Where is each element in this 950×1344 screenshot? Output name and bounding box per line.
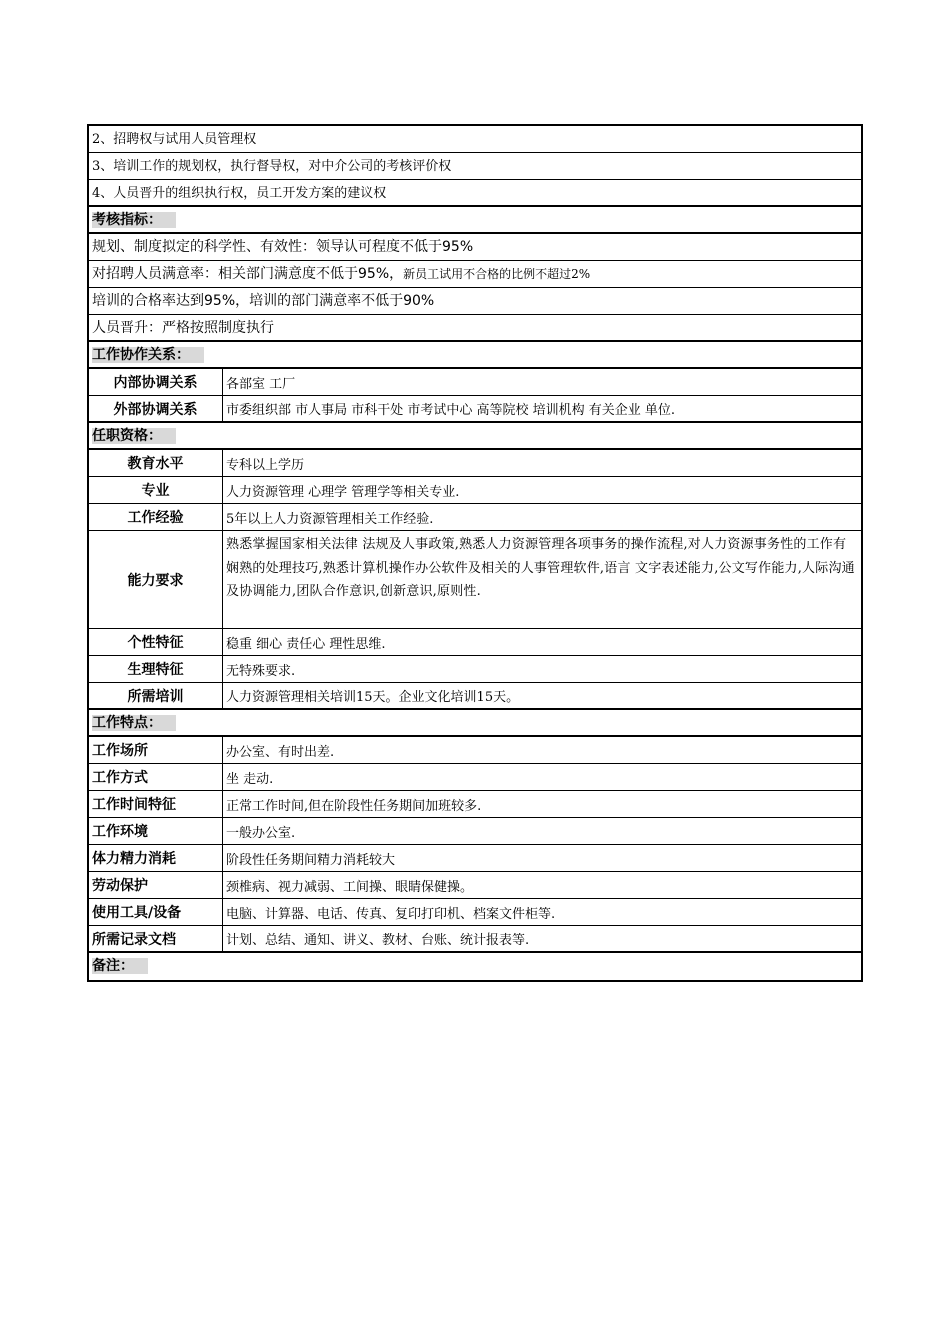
qualification-label: 生理特征	[89, 656, 223, 682]
feature-label: 工作方式	[89, 764, 223, 790]
feature-row	[89, 818, 861, 845]
qualification-value: 专科以上学历	[226, 457, 305, 473]
qualification-value: 人力资源管理相关培训15天。企业文化培训15天。	[226, 690, 520, 705]
qualification-label: 能力要求	[89, 531, 223, 628]
relations-row	[89, 369, 861, 396]
authority-row	[89, 153, 861, 180]
qualification-row	[89, 504, 861, 531]
feature-row	[89, 791, 861, 818]
authority-text: 4、人员晋升的组织执行权，员工开发方案的建议权	[92, 186, 387, 201]
qualification-row	[89, 629, 861, 656]
feature-label: 体力精力消耗	[89, 845, 223, 871]
feature-label: 工作环境	[89, 818, 223, 844]
kpi-section-header	[89, 207, 861, 234]
qualification-row	[89, 477, 861, 504]
qualification-value: 无特殊要求.	[226, 663, 296, 679]
qualification-label: 专业	[89, 477, 223, 503]
feature-label: 劳动保护	[89, 872, 223, 898]
kpi-row	[89, 261, 861, 288]
feature-row	[89, 926, 861, 953]
qualification-label: 工作经验	[89, 504, 223, 530]
kpi-row	[89, 288, 861, 315]
feature-row	[89, 845, 861, 872]
qualification-row	[89, 656, 861, 683]
kpi-text-part: 新员工试用不合格的比例不超过2%	[403, 267, 591, 281]
feature-label: 使用工具/设备	[89, 899, 223, 925]
feature-row	[89, 764, 861, 791]
kpi-text-part: 对招聘人员满意率：相关部门满意度不低于95%，	[92, 266, 404, 282]
kpi-text: 人员晋升：严格按照制度执行	[92, 320, 274, 336]
feature-row	[89, 737, 861, 764]
relation-value: 各部室 工厂	[226, 376, 296, 392]
qualification-value: 稳重 细心 责任心 理性思维.	[226, 636, 386, 652]
relations-section-header	[89, 342, 861, 369]
relation-label: 外部协调关系	[89, 396, 223, 421]
job-description-table	[87, 124, 863, 982]
feature-row	[89, 872, 861, 899]
qualification-label: 所需培训	[89, 683, 223, 708]
feature-label: 所需记录文档	[89, 926, 223, 951]
feature-value: 颈椎病、视力减弱、工间操、眼睛保健操。	[226, 879, 474, 895]
authority-row	[89, 126, 861, 153]
qualifications-title: 任职资格：	[92, 428, 176, 444]
features-section-header	[89, 710, 861, 737]
kpi-title: 考核指标：	[92, 212, 176, 228]
relation-value: 市委组织部 市人事局 市科干处 市考试中心 高等院校 培训机构 有关企业 单位.	[226, 403, 676, 418]
feature-value: 阶段性任务期间精力消耗较大	[226, 852, 396, 868]
qualification-label: 教育水平	[89, 450, 223, 476]
feature-value: 办公室、有时出差.	[226, 744, 335, 760]
qualifications-section-header	[89, 423, 861, 450]
feature-value: 坐 走动.	[226, 771, 274, 787]
qualification-row	[89, 450, 861, 477]
remarks-section-header	[89, 953, 861, 980]
remarks-title: 备注：	[92, 958, 148, 974]
feature-label: 工作场所	[89, 737, 223, 763]
feature-value: 计划、总结、通知、讲义、教材、台账、统计报表等.	[226, 933, 530, 948]
kpi-row	[89, 315, 861, 342]
feature-label: 工作时间特征	[89, 791, 223, 817]
qualification-value: 5年以上人力资源管理相关工作经验.	[226, 511, 434, 527]
qualification-label: 个性特征	[89, 629, 223, 655]
feature-value: 一般办公室.	[226, 825, 296, 841]
relations-title: 工作协作关系：	[92, 347, 204, 363]
kpi-row	[89, 234, 861, 261]
qualification-row	[89, 531, 861, 629]
authority-text: 3、培训工作的规划权，执行督导权，对中介公司的考核评价权	[92, 159, 452, 174]
features-title: 工作特点：	[92, 715, 176, 731]
feature-value: 正常工作时间,但在阶段性任务期间加班较多.	[226, 798, 482, 814]
feature-value: 电脑、计算器、电话、传真、复印打印机、档案文件柜等.	[226, 906, 556, 922]
kpi-text: 规划、制度拟定的科学性、有效性：领导认可程度不低于95%	[92, 239, 474, 255]
qualification-row	[89, 683, 861, 710]
authority-text: 2、招聘权与试用人员管理权	[92, 132, 257, 147]
authority-row	[89, 180, 861, 207]
qualification-value: 人力资源管理 心理学 管理学等相关专业.	[226, 484, 460, 500]
relations-row	[89, 396, 861, 423]
qualification-value: 熟悉掌握国家相关法律 法规及人事政策,熟悉人力资源管理各项事务的操作流程,对人力资源事务性的工作有娴熟的处理技巧,熟悉计算机操作办公软件及相关的人事管理软件,语言 文字表述能力,公文写作能力,人际沟通及协调能力,团队合作意识,创新意识,原则性.	[226, 537, 855, 599]
kpi-text	[89, 261, 861, 287]
kpi-text: 培训的合格率达到95%，培训的部门满意率不低于90%	[92, 293, 435, 309]
feature-row	[89, 899, 861, 926]
relation-label: 内部协调关系	[89, 369, 223, 395]
